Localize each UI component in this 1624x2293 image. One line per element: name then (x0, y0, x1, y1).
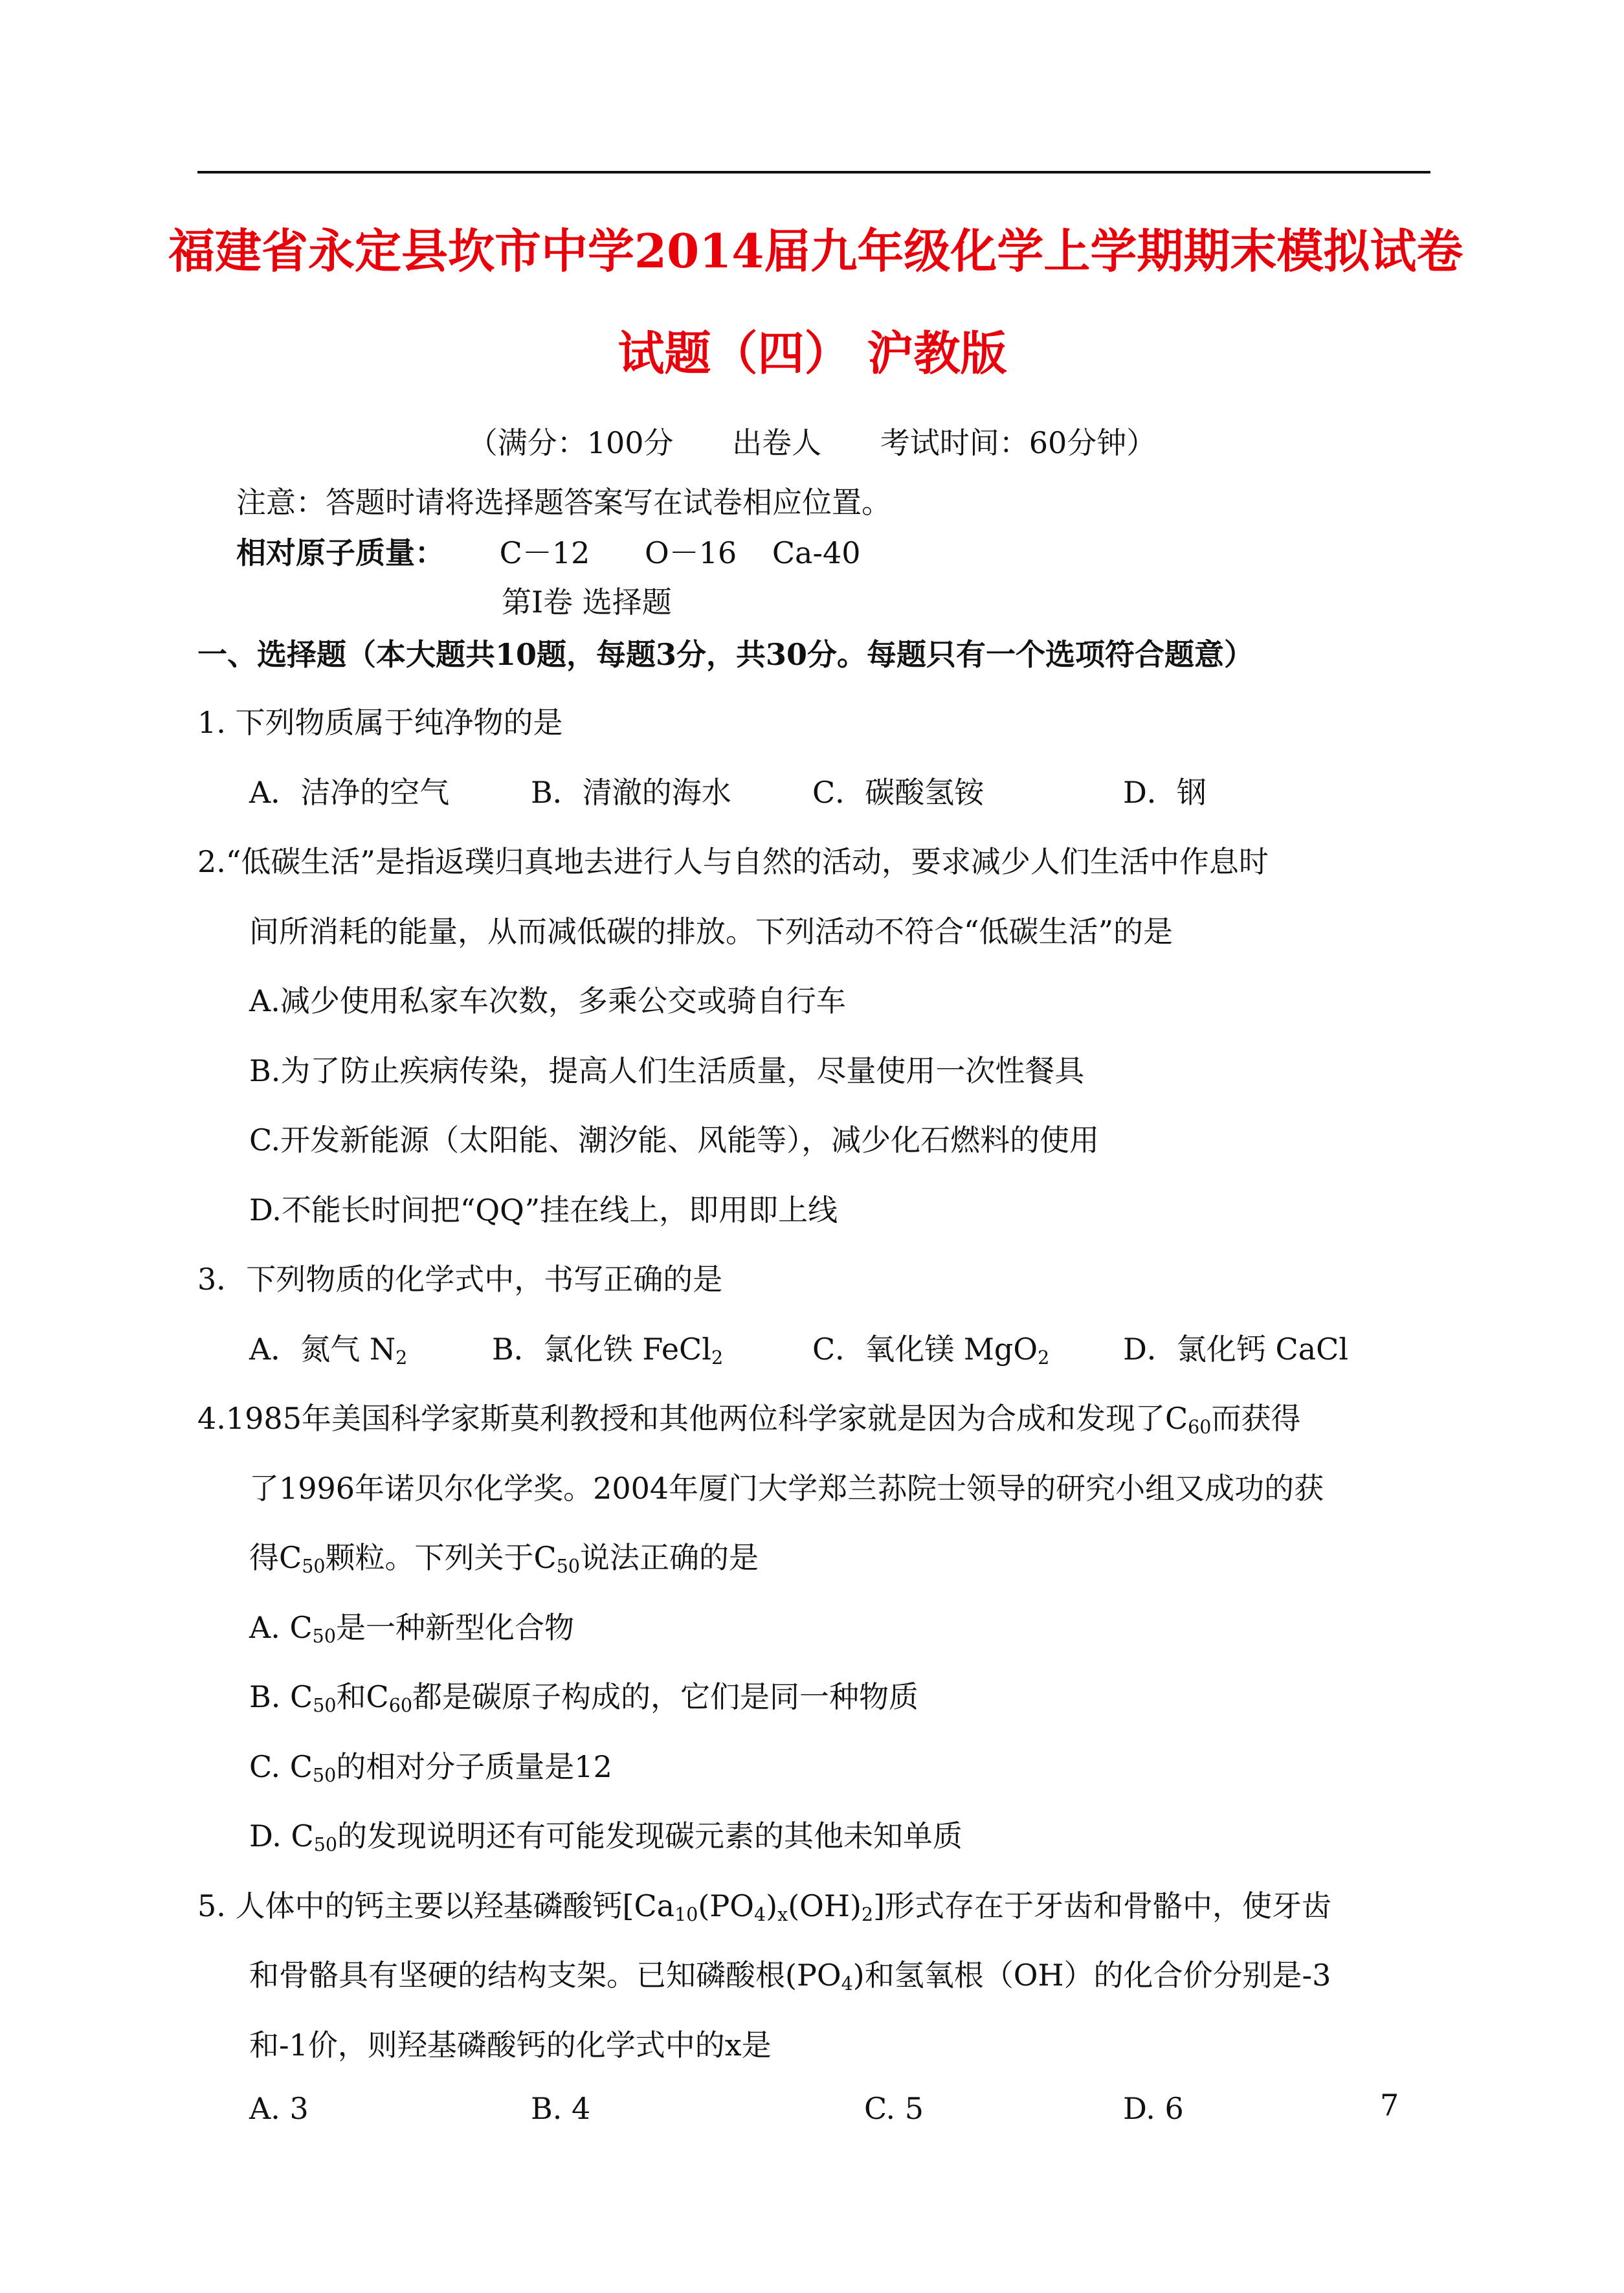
question-4-line3: 得$C_{50}$颗粒。下列关于$C_{50}$说法正确的是 (249, 1540, 759, 1578)
question-5-line2: 和骨骼具有坚硬的结构支架。已知磷酸根$(PO_4)$和氢氧根（OH）的化合价分别是-3 (249, 1958, 1331, 1995)
q2-option-d: D.不能长时间把“QQ”挂在线上，即用即上线 (249, 1192, 838, 1227)
question-5-line3: 和-1价，则羟基磷酸钙的化学式中的x是 (249, 2028, 772, 2063)
q1-option-b: B．清澈的海水 (531, 775, 731, 810)
question-2-line2: 间所消耗的能量，从而减低碳的排放。下列活动不符合“低碳生活”的是 (249, 914, 1174, 949)
q4-option-d: D. $C_{50}$的发现说明还有可能发现碳元素的其他未知单质 (249, 1818, 962, 1856)
q5-option-c: C. 5 (864, 2091, 924, 2126)
exam-info (0, 419, 1624, 462)
q1-option-c: C．碳酸氢铵 (812, 775, 984, 810)
exam-title-line2: 试题（四） 沪教版 (617, 326, 1007, 381)
q3-option-d: D．氯化钙 CaCl (1123, 1332, 1349, 1367)
q3-option-a: A．氮气 $N_2$ (249, 1332, 408, 1369)
atomic-mass-ca: Ca-40 (772, 535, 861, 570)
atomic-mass-label: 相对原子质量： (236, 535, 445, 570)
question-5-line1: 5. 人体中的钙主要以羟基磷酸钙$[Ca_{10}(PO_4)_x(OH)_2]$形式存在于牙齿和骨骼中，使牙齿 (197, 1888, 1332, 1926)
notice: 注意：答题时请将选择题答案写在试卷相应位置。 (236, 485, 891, 520)
question-1: 1. 下列物质属于纯净物的是 (197, 705, 563, 740)
exam-title-line1: 福建省永定县坎市中学2014届九年级化学上学期期末模拟试卷 (168, 223, 1463, 278)
question-4-line2: 了1996年诺贝尔化学奖。2004年厦门大学郑兰荪院士领导的研究小组又成功的获 (249, 1471, 1324, 1506)
q2-option-c: C.开发新能源（太阳能、潮汐能、风能等），减少化石燃料的使用 (249, 1123, 1100, 1158)
q2-option-a: A.减少使用私家车次数，多乘公交或骑自行车 (249, 983, 846, 1018)
question-4-line1: 4.1985年美国科学家斯莫利教授和其他两位科学家就是因为合成和发现了$C_{60}$而获得 (197, 1401, 1301, 1438)
exam-time: 考试时间：60分钟） (880, 425, 1157, 460)
q5-option-b: B. 4 (531, 2091, 591, 2126)
full-score: （满分：100分 (467, 425, 674, 460)
question-3: 3．下列物质的化学式中，书写正确的是 (197, 1262, 723, 1297)
q3-option-c: C．氧化镁 MgO$_2$ (812, 1332, 1050, 1369)
q5-option-a: A. 3 (249, 2091, 309, 2126)
part-title: 第Ⅰ卷 选择题 (502, 585, 672, 620)
q3-option-b: B．氯化铁 FeCl$_2$ (492, 1332, 724, 1369)
q2-option-b: B.为了防止疾病传染，提高人们生活质量，尽量使用一次性餐具 (249, 1053, 1085, 1088)
atomic-mass-c: C－12 (499, 535, 590, 570)
page-number: 7 (1380, 2088, 1399, 2123)
q1-option-d: D．钢 (1123, 775, 1207, 810)
q1-option-a: A．洁净的空气 (249, 775, 450, 810)
section-heading: 一、选择题（本大题共10题，每题3分，共30分。每题只有一个选项符合题意） (197, 637, 1254, 672)
paper-author: 出卷人 (732, 425, 822, 460)
q5-option-d: D. 6 (1123, 2091, 1184, 2126)
header-rule (197, 171, 1430, 173)
question-2-line1: 2.“低碳生活”是指返璞归真地去进行人与自然的活动，要求减少人们生活中作息时 (197, 844, 1269, 879)
q4-option-b: B. $C_{50}$和$C_{60}$都是碳原子构成的，它们是同一种物质 (249, 1679, 919, 1717)
q4-option-a: A. $C_{50}$是一种新型化合物 (249, 1610, 574, 1648)
atomic-mass-o: O－16 (644, 535, 737, 570)
atomic-mass-row (236, 530, 861, 572)
q4-option-c: C. $C_{50}$的相对分子质量是12 (249, 1749, 612, 1787)
